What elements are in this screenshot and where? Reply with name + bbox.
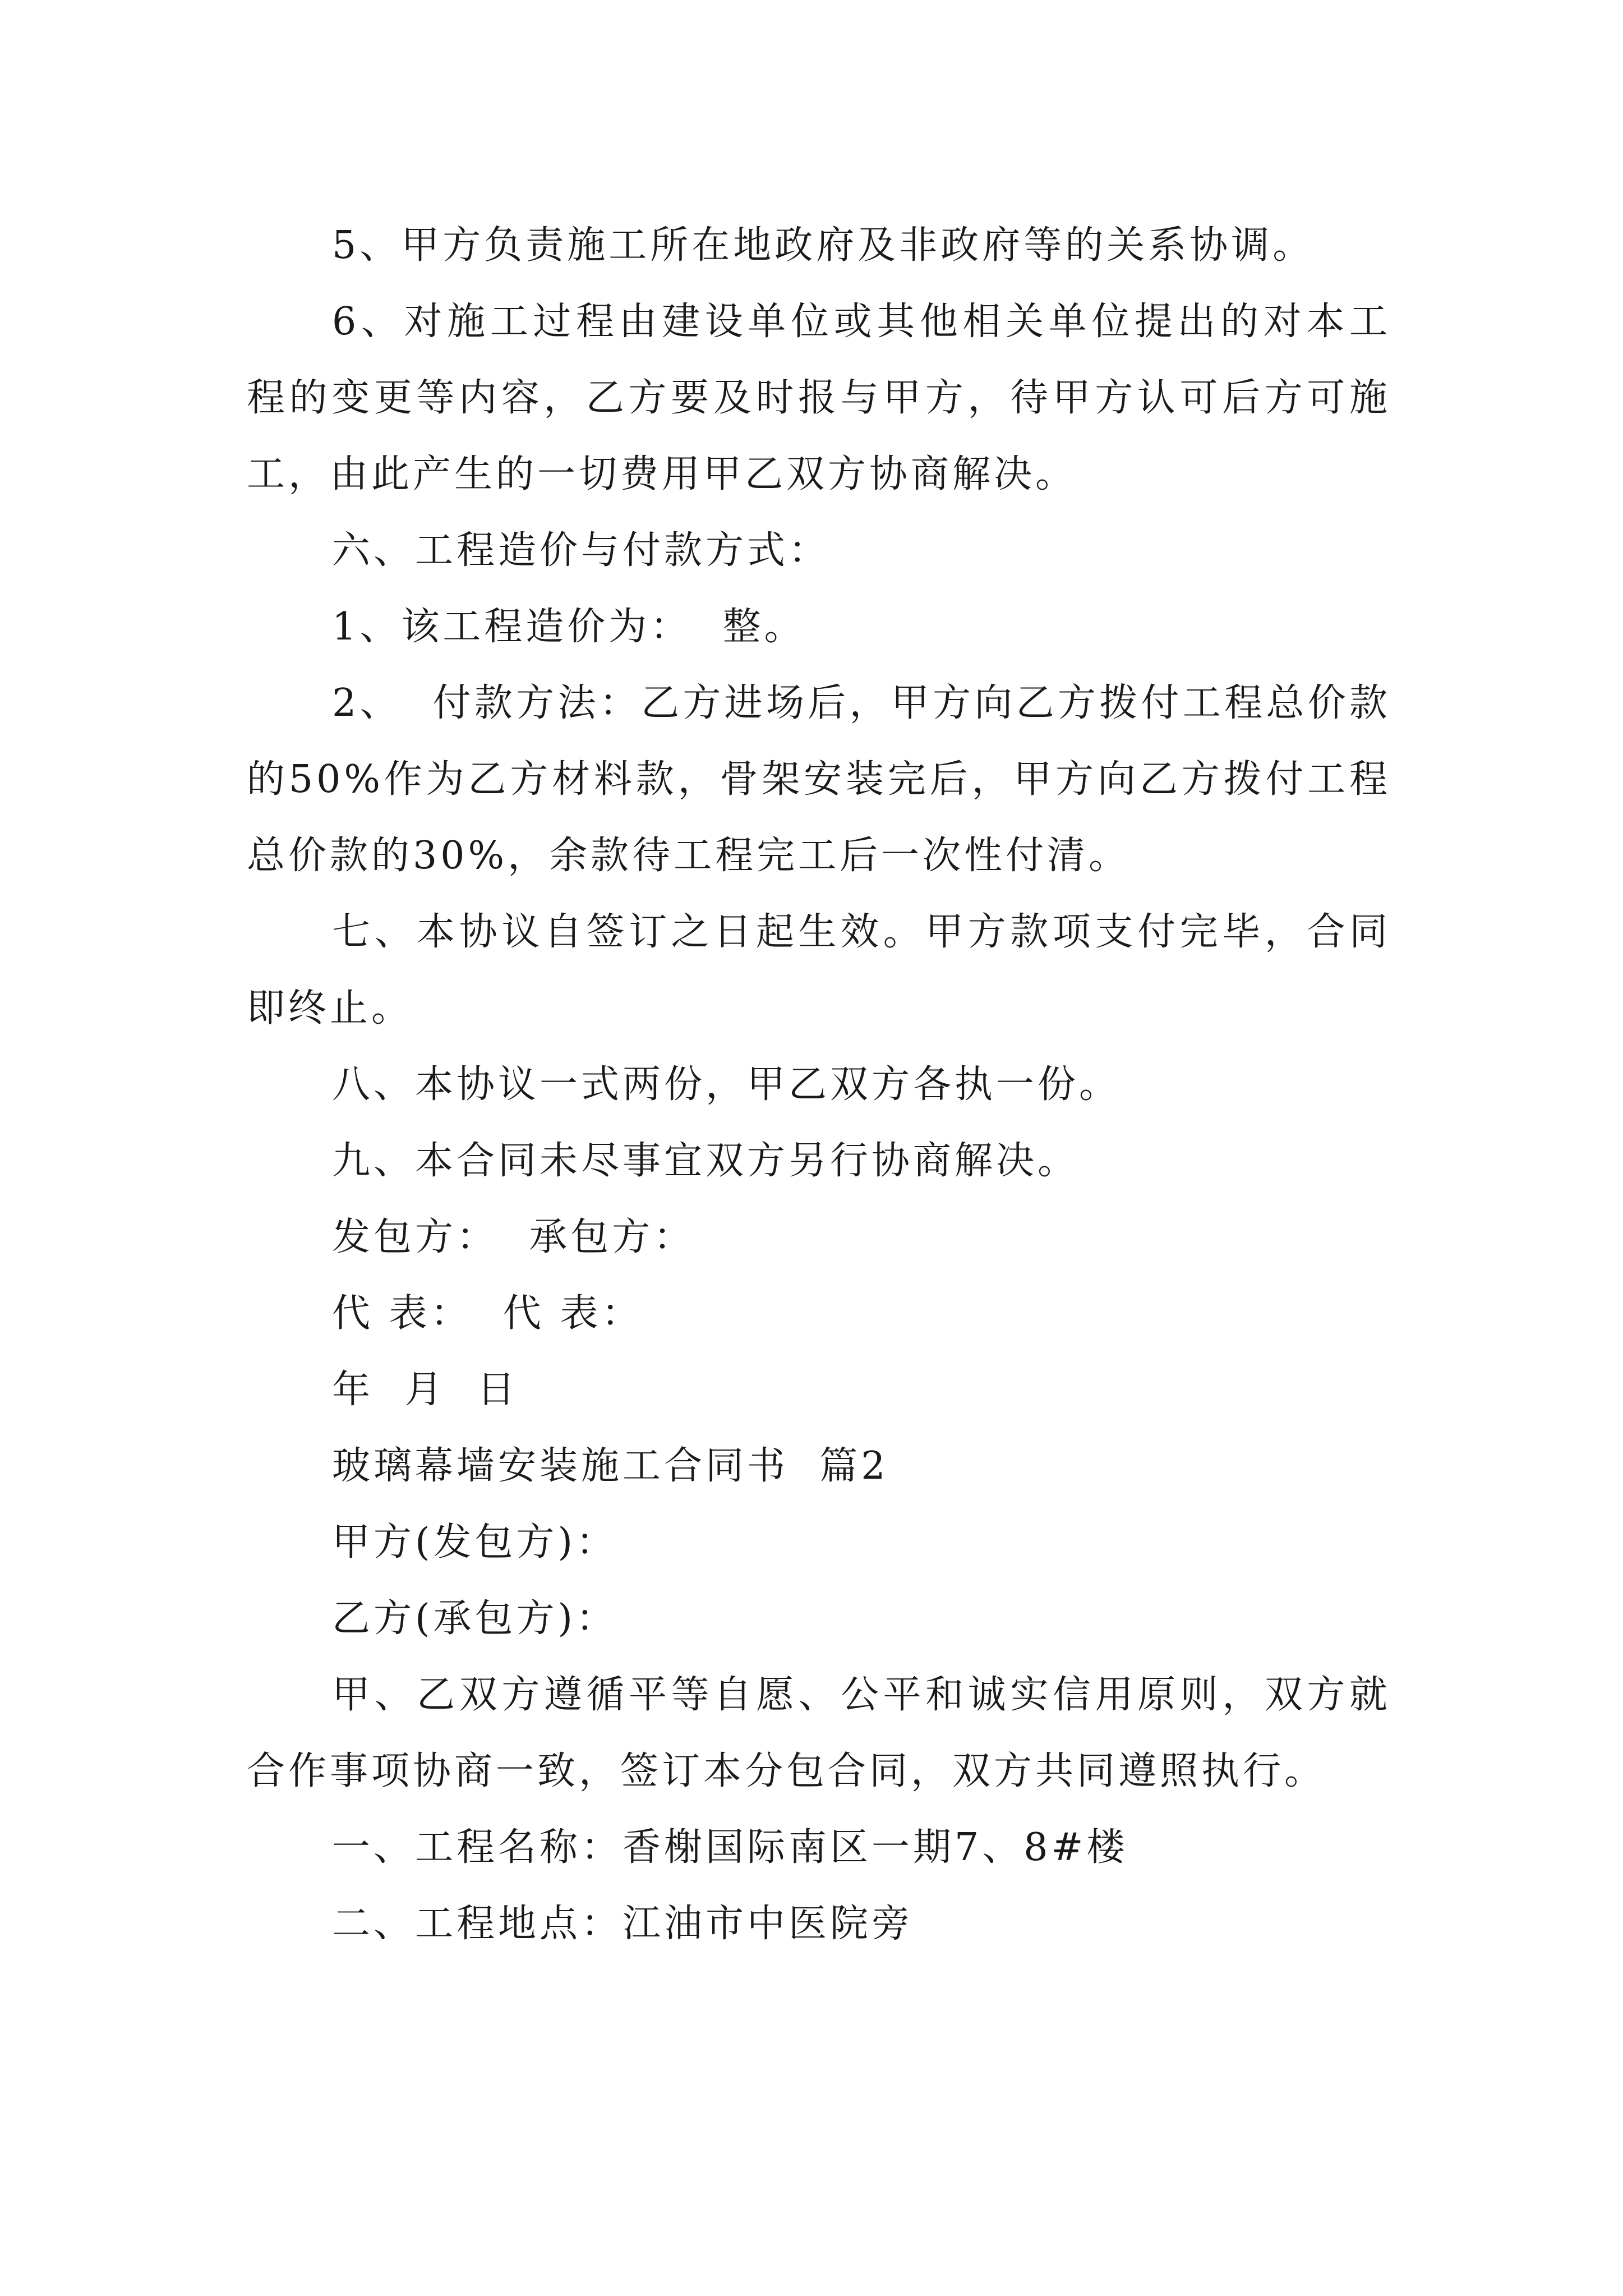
clause-payment-method: 2、 付款方法：乙方进场后，甲方向乙方拨付工程总价款的50%作为乙方材料款，骨架安装完后，甲方向乙方拨付工程总价款的30%，余款待工程完工后一次性付清。 (247, 681, 1391, 878)
document-body (247, 208, 1422, 1962)
party-b: 乙方(承包方)： (332, 1596, 618, 1641)
signature-representatives: 代 表： 代 表： (332, 1291, 643, 1336)
section-7-effect: 七、本协议自签订之日起生效。甲方款项支付完毕，合同即终止。 (247, 910, 1391, 1030)
section-8-copies: 八、本协议一式两份，甲乙双方各执一份。 (332, 1062, 1121, 1107)
project-name: 一、工程名称：香榭国际南区一期7、8#楼 (332, 1825, 1128, 1870)
signature-parties: 发包方： 承包方： (332, 1215, 695, 1259)
clause-price: 1、该工程造价为： 整。 (332, 605, 806, 649)
project-location: 二、工程地点：江油市中医院旁 (332, 1902, 914, 1946)
section-9-other-matters: 九、本合同未尽事宜双方另行协商解决。 (332, 1139, 1080, 1183)
party-a: 甲方(发包方)： (332, 1520, 618, 1565)
contract-2-title: 玻璃幕墙安装施工合同书 篇2 (332, 1444, 889, 1488)
clause-5-coordination: 5、甲方负责施工所在地政府及非政府等的关系协调。 (332, 223, 1315, 268)
signature-date: 年 月 日 (332, 1368, 519, 1412)
clause-6-changes: 6、对施工过程由建设单位或其他相关单位提出的对本工程的变更等内容，乙方要及时报与甲方，待甲方认可后方可施工，由此产生的一切费用甲乙双方协商解决。 (247, 300, 1391, 496)
section-6-heading: 六、工程造价与付款方式： (332, 528, 831, 573)
contract-preamble: 甲、乙双方遵循平等自愿、公平和诚实信用原则，双方就 合作事项协商一致，签订本分包合同，双方共同遵照执行。 (247, 1673, 1422, 1793)
